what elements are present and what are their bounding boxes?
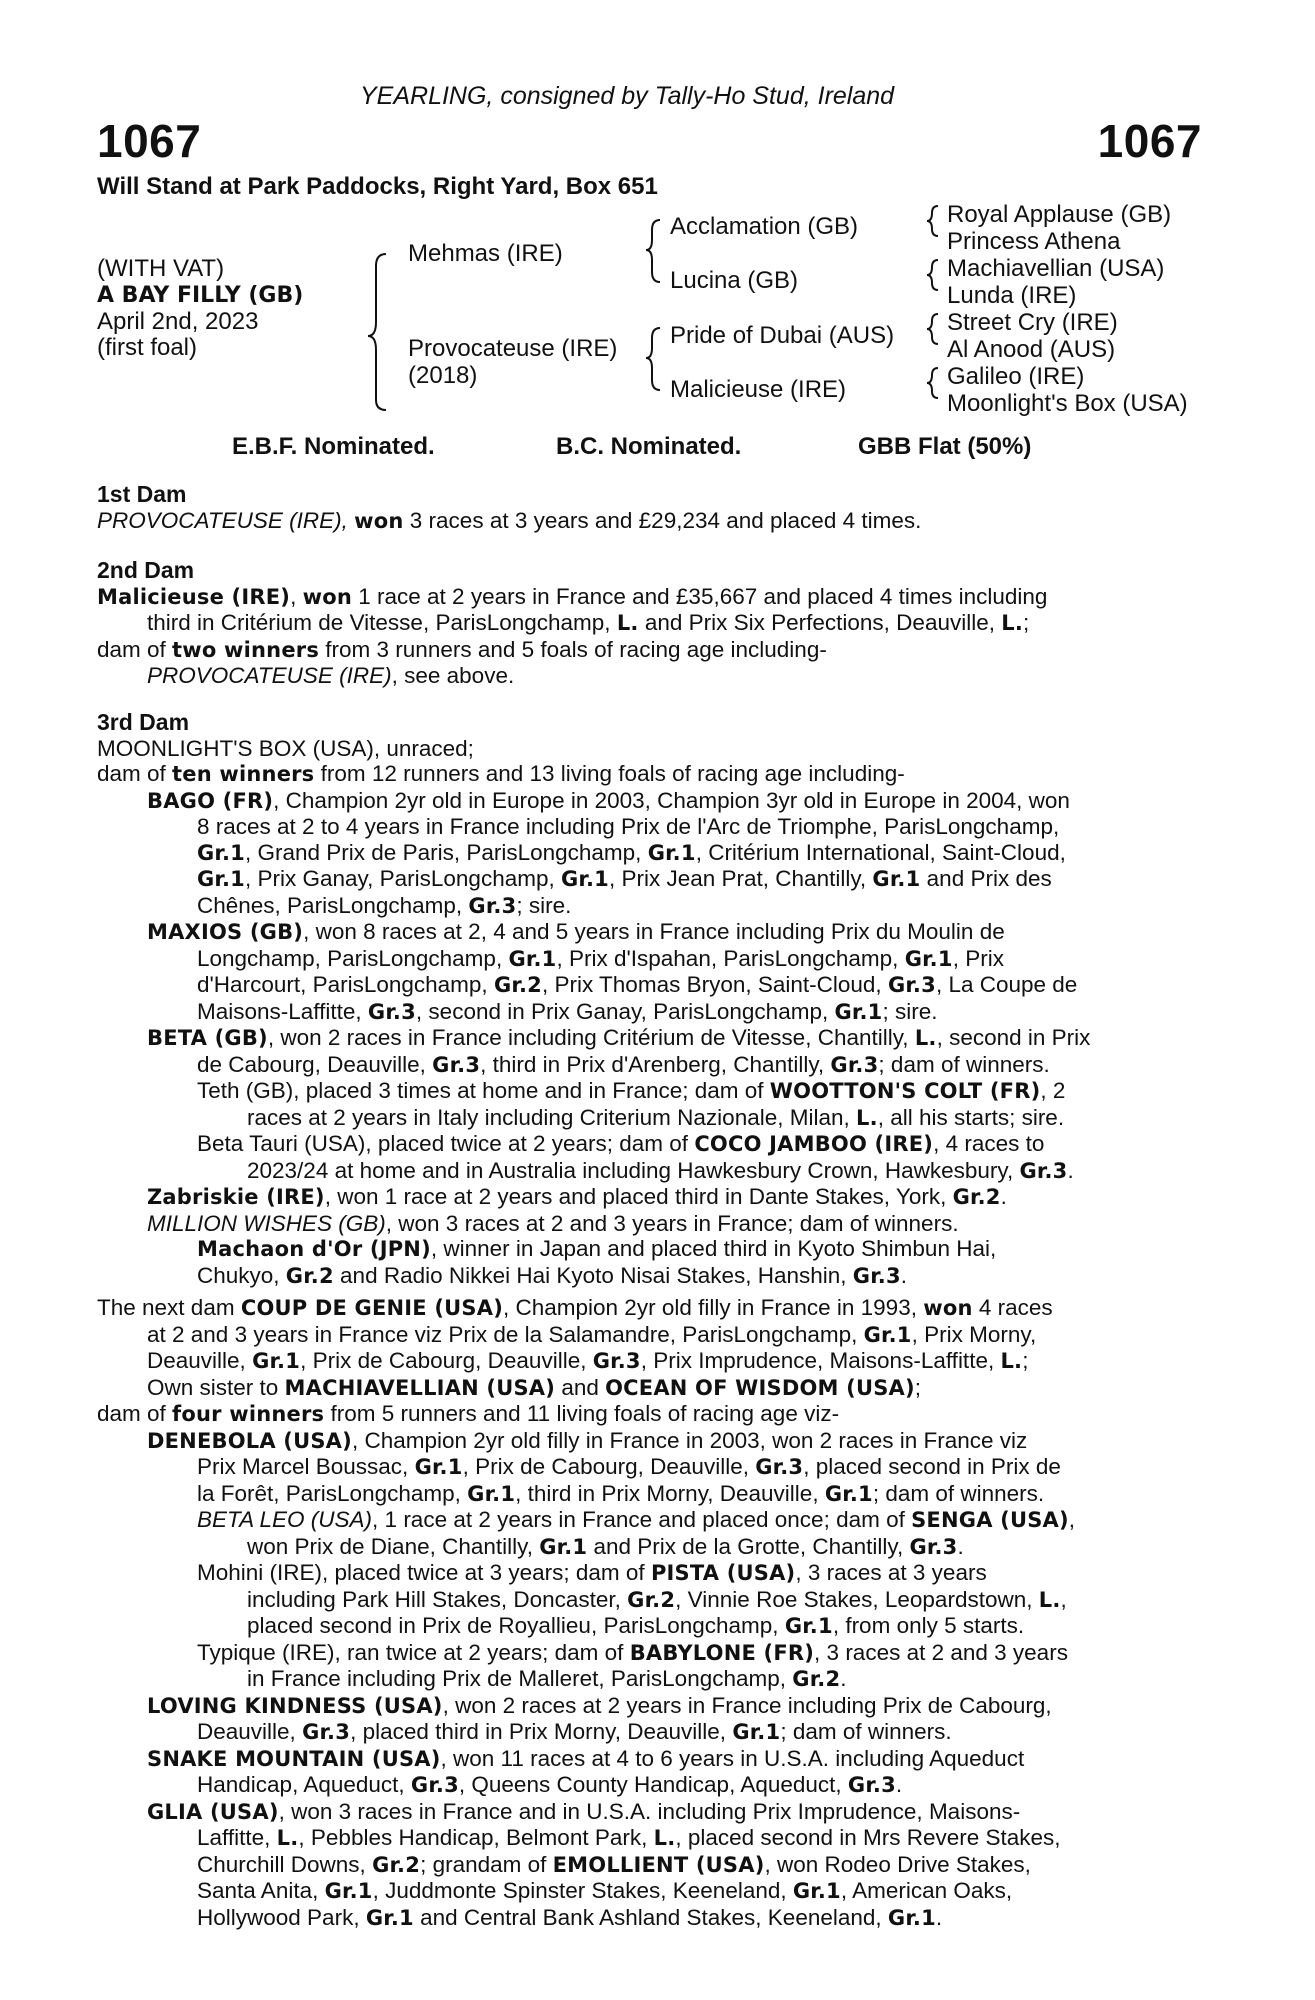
consignment-line: YEARLING, consigned by Tally-Ho Stud, Ireland — [360, 82, 895, 110]
next-dam-line-4: Own sister to MACHIAVELLIAN (USA) and OCEAN OF WISDOM (USA); — [147, 1374, 922, 1400]
second-dam-line-2: third in Critérium de Vitesse, ParisLongchamp, L. and Prix Six Perfections, Deauville, L.; — [147, 610, 1030, 635]
beta-leo-line-2: won Prix de Diane, Chantilly, Gr.1 and Prix de la Grotte, Chantilly, Gr.3. — [247, 1533, 964, 1559]
brace-sire — [646, 220, 660, 282]
typique-line-1: Typique (IRE), ran twice at 2 years; dam of BABYLONE (FR), 3 races at 2 and 3 years — [197, 1639, 1068, 1665]
brace-gen1 — [368, 254, 386, 410]
denebola-line-1: DENEBOLA (USA), Champion 2yr old filly in France in 2003, won 2 races in France viz — [147, 1427, 1028, 1453]
teth-line-2: races at 2 years in Italy including Criterium Nazionale, Milan, L., all his starts; sire. — [247, 1104, 1065, 1130]
beta-tauri-line-2: 2023/24 at home and in Australia including Hawkesbury Crown, Hawkesbury, Gr.3. — [247, 1157, 1074, 1183]
maxios-line-1: MAXIOS (GB), won 8 races at 2, 4 and 5 years in France including Prix du Moulin de — [147, 919, 1005, 944]
glia-line-3: Churchill Downs, Gr.2; grandam of EMOLLIENT (USA), won Rodeo Drive Stakes, — [197, 1851, 1031, 1877]
bago-line-3: Gr.1, Grand Prix de Paris, ParisLongchamp, Gr.1, Critérium International, Saint-Cloud, — [197, 839, 1066, 865]
ds-sire: Street Cry (IRE) — [947, 309, 1118, 336]
second-dam-title: 2nd Dam — [97, 558, 195, 583]
lot-number-left: 1067 — [97, 115, 202, 167]
glia-line-1: GLIA (USA), won 3 races in France and in U.S.A. including Prix Imprudence, Maisons- — [147, 1798, 1021, 1824]
glia-line-5: Hollywood Park, Gr.1 and Central Bank Ashland Stakes, Keeneland, Gr.1. — [197, 1904, 943, 1930]
maxios-line-4: Maisons-Laffitte, Gr.3, second in Prix Ganay, ParisLongchamp, Gr.1; sire. — [197, 998, 938, 1024]
second-dam-line-3: dam of two winners from 3 runners and 5 foals of racing age including- — [97, 636, 827, 662]
next-dam-line-3: Deauville, Gr.1, Prix de Cabourg, Deauville, Gr.3, Prix Imprudence, Maisons-Laffitte, L.; — [147, 1348, 1029, 1373]
lot-subject-name: A BAY FILLY (GB) — [97, 283, 304, 308]
second-dam-line-1: Malicieuse (IRE), won 1 race at 2 years in France and £35,667 and placed 4 times including — [97, 583, 1048, 609]
dd-dam: Moonlight's Box (USA) — [947, 390, 1188, 417]
loving-kindness-line-1: LOVING KINDNESS (USA), won 2 races at 2 years in France including Prix de Cabourg, — [147, 1692, 1052, 1718]
dam-dam: Malicieuse (IRE) — [670, 376, 847, 403]
next-dam-line-5: dam of four winners from 5 runners and 11 living foals of racing age viz- — [97, 1401, 840, 1426]
snake-mountain-line-2: Handicap, Aqueduct, Gr.3, Queens County Handicap, Aqueduct, Gr.3. — [197, 1772, 903, 1797]
sd-sire: Machiavellian (USA) — [947, 255, 1165, 282]
dam-year: (2018) — [408, 362, 478, 389]
brace-sd — [927, 260, 938, 290]
dam-name: Provocateuse (IRE) — [408, 335, 618, 362]
sire-name: Mehmas (IRE) — [408, 240, 563, 267]
ss-dam: Princess Athena — [947, 228, 1121, 255]
brace-dam — [646, 328, 660, 390]
million-wishes-line: MILLION WISHES (GB), won 3 races at 2 and 3 years in France; dam of winners. — [147, 1210, 959, 1236]
machaon-line-1: Machaon d'Or (JPN), winner in Japan and placed third in Kyoto Shimbun Hai, — [197, 1236, 997, 1261]
loving-kindness-line-2: Deauville, Gr.3, placed third in Prix Morny, Deauville, Gr.1; dam of winners. — [197, 1719, 952, 1744]
snake-mountain-line-1: SNAKE MOUNTAIN (USA), won 11 races at 4 to 6 years in U.S.A. including Aqueduct — [147, 1745, 1025, 1771]
teth-line-1: Teth (GB), placed 3 times at home and in France; dam of WOOTTON'S COLT (FR), 2 — [197, 1078, 1066, 1103]
machaon-line-2: Chukyo, Gr.2 and Radio Nikkei Hai Kyoto Nisai Stakes, Hanshin, Gr.3. — [197, 1262, 908, 1288]
typique-line-2: in France including Prix de Malleret, ParisLongchamp, Gr.2. — [247, 1666, 847, 1691]
denebola-line-2: Prix Marcel Boussac, Gr.1, Prix de Cabourg, Deauville, Gr.3, placed second in Prix de — [197, 1454, 1061, 1479]
pedigree-braces — [0, 0, 1315, 460]
bago-line-5: Chênes, ParisLongchamp, Gr.3; sire. — [197, 892, 572, 918]
third-dam-line-1: MOONLIGHT'S BOX (USA), unraced; — [97, 735, 474, 761]
sire-dam: Lucina (GB) — [670, 267, 799, 294]
third-dam-line-2: dam of ten winners from 12 runners and 13 living foals of racing age including- — [97, 761, 905, 786]
ss-sire: Royal Applause (GB) — [947, 201, 1172, 228]
third-dam-title: 3rd Dam — [97, 710, 190, 735]
dd-sire: Galileo (IRE) — [947, 363, 1085, 390]
mohini-line-2: including Park Hill Stakes, Doncaster, Gr.2, Vinnie Roe Stakes, Leopardstown, L., — [247, 1586, 1067, 1612]
first-dam-title: 1st Dam — [97, 482, 187, 507]
gbb-flat: GBB Flat (50%) — [858, 433, 1032, 460]
third-dam-section — [97, 710, 1202, 1289]
dam-sire: Pride of Dubai (AUS) — [670, 322, 895, 349]
beta-line-2: de Cabourg, Deauville, Gr.3, third in Prix d'Arenberg, Chantilly, Gr.3; dam of winners. — [197, 1051, 1050, 1077]
bago-line-1: BAGO (FR), Champion 2yr old in Europe in 2003, Champion 3yr old in Europe in 2004, won — [147, 787, 1070, 813]
beta-tauri-line-1: Beta Tauri (USA), placed twice at 2 years; dam of COCO JAMBOO (IRE), 4 races to — [197, 1131, 1045, 1156]
beta-line-1: BETA (GB), won 2 races in France including Critérium de Vitesse, Chantilly, L., second in Prix — [147, 1025, 1091, 1050]
vat-note: (WITH VAT) — [97, 255, 225, 282]
denebola-line-3: la Forêt, ParisLongchamp, Gr.1, third in Prix Morny, Deauville, Gr.1; dam of winners. — [197, 1480, 1045, 1506]
sire-sire: Acclamation (GB) — [670, 213, 859, 240]
brace-dd — [927, 368, 938, 398]
brace-ss — [927, 206, 938, 236]
bago-line-2: 8 races at 2 to 4 years in France including Prix de l'Arc de Triomphe, ParisLongchamp, — [197, 814, 1060, 839]
first-dam-section — [97, 482, 1202, 534]
mohini-line-1: Mohini (IRE), placed twice at 3 years; dam of PISTA (USA), 3 races at 3 years — [197, 1560, 987, 1585]
foaling-date: April 2nd, 2023 — [97, 308, 259, 335]
foal-note: (first foal) — [97, 334, 198, 361]
lot-number-right: 1067 — [1097, 115, 1202, 167]
maxios-line-2: Longchamp, ParisLongchamp, Gr.1, Prix d'Ispahan, ParisLongchamp, Gr.1, Prix — [197, 945, 1004, 971]
bago-line-4: Gr.1, Prix Ganay, ParisLongchamp, Gr.1, Prix Jean Prat, Chantilly, Gr.1 and Prix des — [197, 866, 1052, 891]
next-dam-line-2: at 2 and 3 years in France viz Prix de la Salamandre, ParisLongchamp, Gr.1, Prix Morny, — [147, 1321, 1037, 1347]
bc-nomination: B.C. Nominated. — [556, 433, 742, 460]
next-dam-section — [97, 1295, 1202, 1931]
stabling-location: Will Stand at Park Paddocks, Right Yard, Box 651 — [97, 173, 658, 200]
sd-dam: Lunda (IRE) — [947, 282, 1077, 309]
second-dam-line-4: PROVOCATEUSE (IRE), see above. — [147, 663, 515, 688]
second-dam-section — [97, 558, 1202, 689]
glia-line-2: Laffitte, L., Pebbles Handicap, Belmont Park, L., placed second in Mrs Revere Stakes, — [197, 1825, 1061, 1850]
mohini-line-3: placed second in Prix de Royallieu, ParisLongchamp, Gr.1, from only 5 starts. — [247, 1613, 1025, 1638]
first-dam-line: PROVOCATEUSE (IRE), won 3 races at 3 years and £29,234 and placed 4 times. — [97, 507, 922, 533]
ds-dam: Al Anood (AUS) — [947, 336, 1116, 363]
maxios-line-3: d'Harcourt, ParisLongchamp, Gr.2, Prix Thomas Bryon, Saint-Cloud, Gr.3, La Coupe de — [197, 972, 1078, 997]
next-dam-line-1: The next dam COUP DE GENIE (USA), Champion 2yr old filly in France in 1993, won 4 races — [97, 1295, 1053, 1320]
zabriskie-line: Zabriskie (IRE), won 1 race at 2 years and placed third in Dante Stakes, York, Gr.2. — [147, 1184, 1007, 1209]
beta-leo-line-1: BETA LEO (USA), 1 race at 2 years in France and placed once; dam of SENGA (USA), — [197, 1507, 1076, 1532]
brace-ds — [927, 314, 938, 344]
ebf-nomination: E.B.F. Nominated. — [232, 433, 435, 460]
glia-line-4: Santa Anita, Gr.1, Juddmonte Spinster Stakes, Keeneland, Gr.1, American Oaks, — [197, 1878, 1013, 1903]
